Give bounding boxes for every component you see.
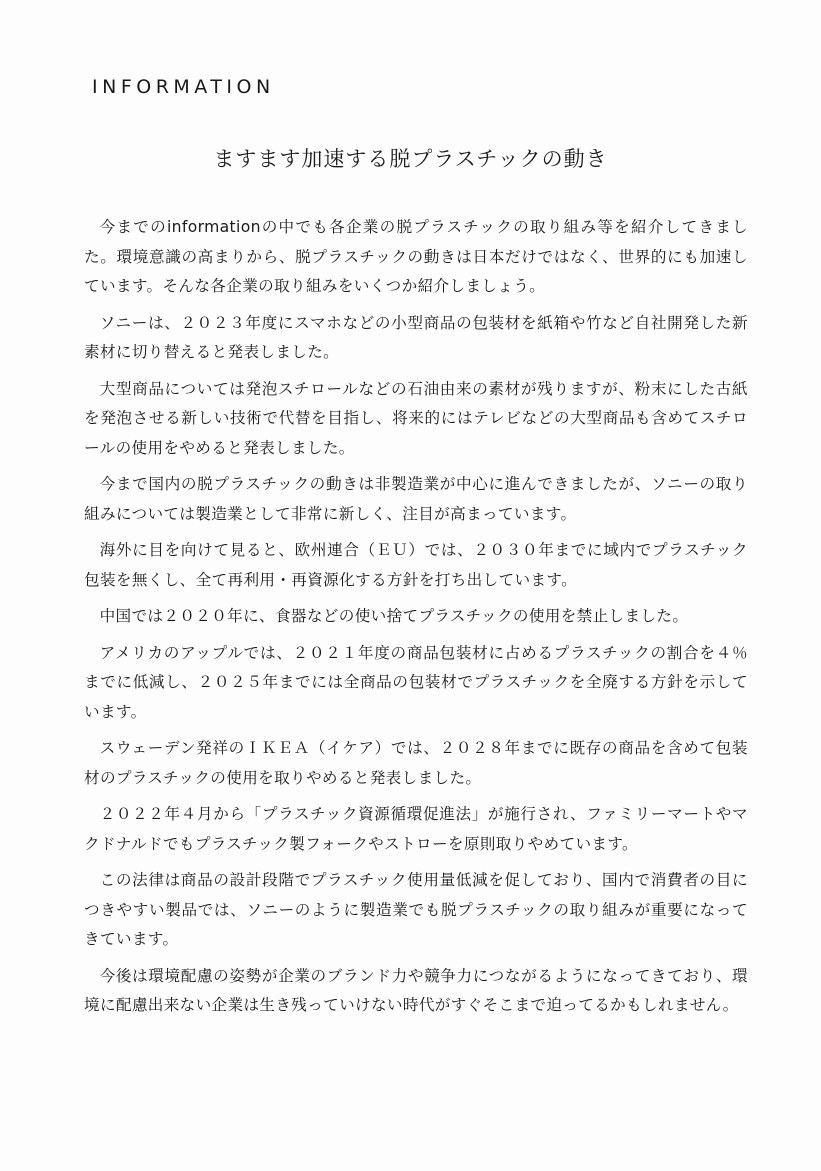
paragraph: アメリカのアップルでは、２０２１年度の商品包装材に占めるプラスチックの割合を４％までに低減し、２０２５年までには全商品の包装材でプラスチックを全廃する方針を示しています。 (84, 643, 748, 721)
paragraph: 今まで国内の脱プラスチックの動きは非製造業が中心に進んできましたが、ソニーの取り組みについては製造業として非常に新しく、注目が高まっています。 (84, 475, 748, 523)
paragraph: スウェーデン発祥のＩＫＥＡ（イケア）では、２０２８年までに既存の商品を含めて包装材のプラスチックの使用を取りやめると発表しました。 (84, 739, 748, 787)
paragraph: この法律は商品の設計段階でプラスチック使用量低減を促しており、国内で消費者の目につきやすい製品では、ソニーのように製造業でも脱プラスチックの取り組みが重要になってきています。 (84, 871, 748, 948)
paragraph: 大型商品については発泡スチロールなどの石油由来の素材が残りますが、粉末にした古紙を発泡させる新しい技術で代替を目指し、将来的にはテレビなどの大型商品も含めてスチロールの使用をやめると発表しました。 (84, 379, 748, 457)
paragraph: 今までのinformationの中でも各企業の脱プラスチックの取り組み等を紹介してきました。環境意識の高まりから、脱プラスチックの動きは日本だけではなく、世界的にも加速しています。そんな各企業の取り組みをいくつか紹介しましょう。 (84, 218, 748, 295)
article-body (84, 213, 748, 1028)
section-label: INFORMATION (92, 76, 275, 98)
paragraph: 中国では２０２０年に、食器などの使い捨てプラスチックの使用を禁止しました。 (99, 607, 689, 625)
paragraph: 今後は環境配慮の姿勢が企業のブランド力や競争力につながるようになってきており、環境に配慮出来ない企業は生き残っていけない時代がすぐそこまで迫ってるかもしれません。 (84, 966, 748, 1014)
paragraph: ソニーは、２０２３年度にスマホなどの小型商品の包装材を紙箱や竹など自社開発した新素材に切り替えると発表しました。 (84, 313, 748, 361)
paragraph: ２０２２年４月から「プラスチック資源循環促進法」が施行され、ファミリーマートやマクドナルドでもプラスチック製フォークやストローを原則取りやめています。 (84, 805, 748, 853)
paragraph: 海外に目を向けて見ると、欧州連合（ＥＵ）では、２０３０年までに域内でプラスチック包装を無くし、全て再利用・再資源化する方針を打ち出しています。 (84, 541, 748, 589)
page-title: ますます加速する脱プラスチックの動き (213, 147, 608, 171)
